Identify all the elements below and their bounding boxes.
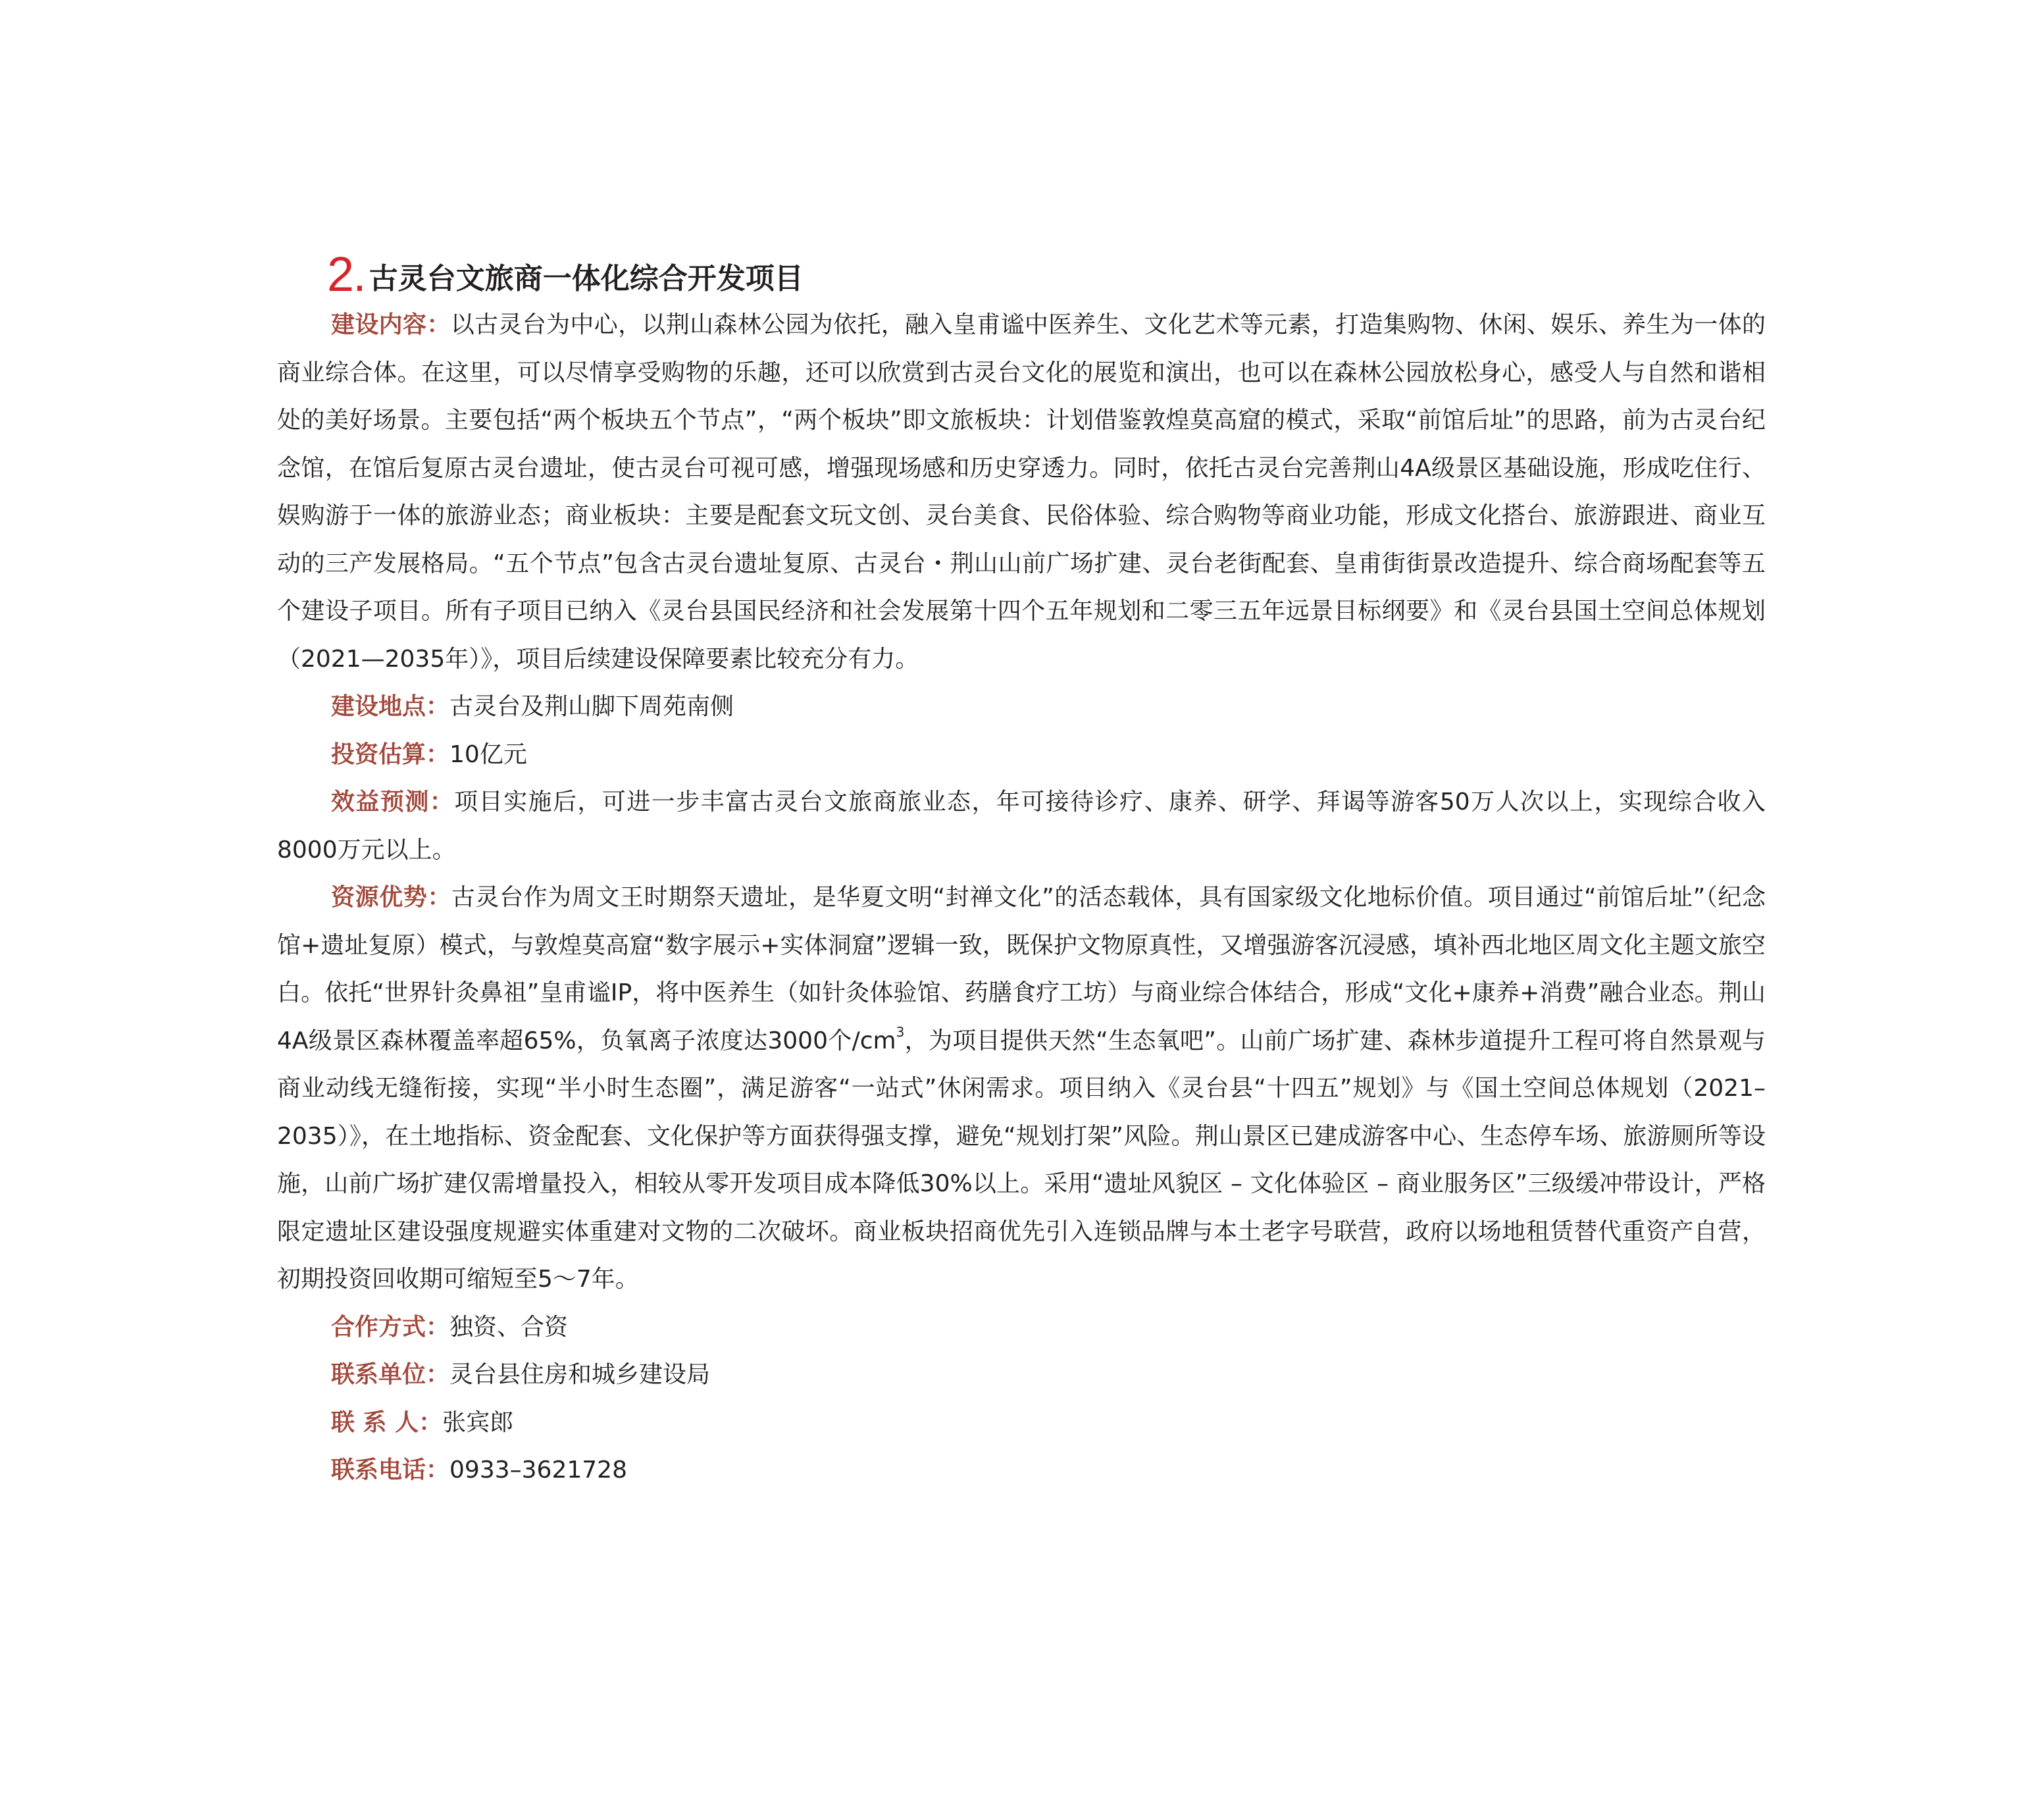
project-body bbox=[277, 301, 1766, 1495]
label-sep: ： bbox=[426, 1313, 450, 1341]
paragraph-advantage bbox=[277, 874, 1766, 1304]
heading-number: 2 bbox=[327, 247, 353, 301]
label-benefit: 效益预测 bbox=[331, 789, 430, 815]
unit-text: 灵台县住房和城乡建设局 bbox=[449, 1361, 711, 1388]
advantage-text-after: ，为项目提供天然“生态氧吧”。山前广场扩建、森林步道提升工程可将自然景观与商业动线无缝衔接，实现“半小时生态圈”，满足游客“一站式”休闲需求。项目纳入《灵台县“十四五”规划》与《国土空间总体规划（2021–2035）》，在土地指标、资金配套、文化保护等方面获得强支撑，避免“规划打架”风险。荆山景区已建成游客中心、生态停车场、旅游厕所等设施，山前广场扩建仅需增量投入，相较从零开发项目成本降低30%以上。采用“遗址风貌区 – 文化体验区 – 商业服务区”三级缓冲带设计，严格限定遗址区建设强度规避实体重建对文物的二次破坏。商业板块招商优先引入连锁品牌与本土老字号联营，政府以场地租赁替代重资产自营，初期投资回收期可缩短至5～7年。 bbox=[277, 1027, 1766, 1293]
paragraph-person bbox=[277, 1399, 1766, 1447]
label-location: 建设地点 bbox=[331, 693, 426, 720]
label-sep: ： bbox=[429, 789, 455, 815]
label-sep: ： bbox=[426, 1361, 450, 1388]
phone-text: 0933–3621728 bbox=[449, 1457, 627, 1484]
person-text: 张宾郎 bbox=[442, 1409, 514, 1436]
label-unit: 联系单位 bbox=[331, 1361, 426, 1388]
label-advantage: 资源优势 bbox=[331, 884, 428, 911]
investment-text: 10亿元 bbox=[449, 740, 527, 768]
heading-dot: . bbox=[353, 247, 367, 301]
paragraph-cooperation bbox=[277, 1304, 1766, 1352]
label-sep: ： bbox=[426, 1457, 450, 1484]
location-text: 古灵台及荆山脚下周苑南侧 bbox=[449, 693, 734, 720]
heading-title: 古灵台文旅商一体化综合开发项目 bbox=[369, 262, 804, 296]
label-content: 建设内容 bbox=[331, 311, 427, 338]
paragraph-location bbox=[277, 683, 1766, 731]
content-text: 以古灵台为中心，以荆山森林公园为依托，融入皇甫谧中医养生、文化艺术等元素，打造集购物、休闲、娱乐、养生为一体的商业综合体。在这里，可以尽情享受购物的乐趣，还可以欣赏到古灵台文化的展览和演出，也可以在森林公园放松身心，感受人与自然和谐相处的美好场景。主要包括“两个板块五个节点”，“两个板块”即文旅板块：计划借鉴敦煌莫高窟的模式，采取“前馆后址”的思路，前为古灵台纪念馆，在馆后复原古灵台遗址，使古灵台可视可感，增强现场感和历史穿透力。同时，依托古灵台完善荆山4A级景区基础设施，形成吃住行、娱购游于一体的旅游业态；商业板块：主要是配套文玩文创、灵台美食、民俗体验、综合购物等商业功能，形成文化搭台、旅游跟进、商业互动的三产发展格局。“五个节点”包含古灵台遗址复原、古灵台・荆山山前广场扩建、灵台老街配套、皇甫街街景改造提升、综合商场配套等五个建设子项目。所有子项目已纳入《灵台县国民经济和社会发展第十四个五年规划和二零三五年远景目标纲要》和《灵台县国土空间总体规划（2021—2035年）》，项目后续建设保障要素比较充分有力。 bbox=[277, 311, 1766, 673]
paragraph-unit bbox=[277, 1351, 1766, 1399]
cubic-superscript: 3 bbox=[896, 1023, 905, 1040]
cooperation-text: 独资、合资 bbox=[449, 1313, 569, 1341]
label-sep: ： bbox=[426, 740, 450, 768]
paragraph-benefit bbox=[277, 779, 1766, 874]
label-sep: ： bbox=[419, 1409, 443, 1436]
paragraph-investment bbox=[277, 731, 1766, 779]
label-cooperation: 合作方式 bbox=[331, 1313, 426, 1341]
label-sep: ： bbox=[427, 884, 451, 911]
advantage-text-before: 古灵台作为周文王时期祭天遗址，是华夏文明“封禅文化”的活态载体，具有国家级文化地标价值。项目通过“前馆后址”（纪念馆+遗址复原）模式，与敦煌莫高窟“数字展示+实体洞窟”逻辑一致，既保护文物原真性，又增强游客沉浸感，填补西北地区周文化主题文旅空白。依托“世界针灸鼻祖”皇甫谧IP，将中医养生（如针灸体验馆、药膳食疗工坊）与商业综合体结合，形成“文化+康养+消费”融合业态。荆山4A级景区森林覆盖率超65%，负氧离子浓度达3000个/cm bbox=[277, 884, 1766, 1054]
label-sep: ： bbox=[426, 311, 451, 338]
label-phone: 联系电话 bbox=[331, 1457, 426, 1484]
paragraph-content bbox=[277, 301, 1766, 683]
label-person: 联 系 人 bbox=[331, 1409, 419, 1436]
paragraph-phone bbox=[277, 1447, 1766, 1495]
section-heading bbox=[327, 240, 804, 299]
label-sep: ： bbox=[426, 693, 450, 720]
label-investment: 投资估算 bbox=[331, 740, 426, 768]
benefit-text: 项目实施后，可进一步丰富古灵台文旅商旅业态，年可接待诊疗、康养、研学、拜谒等游客50万人次以上，实现综合收入8000万元以上。 bbox=[277, 789, 1766, 864]
